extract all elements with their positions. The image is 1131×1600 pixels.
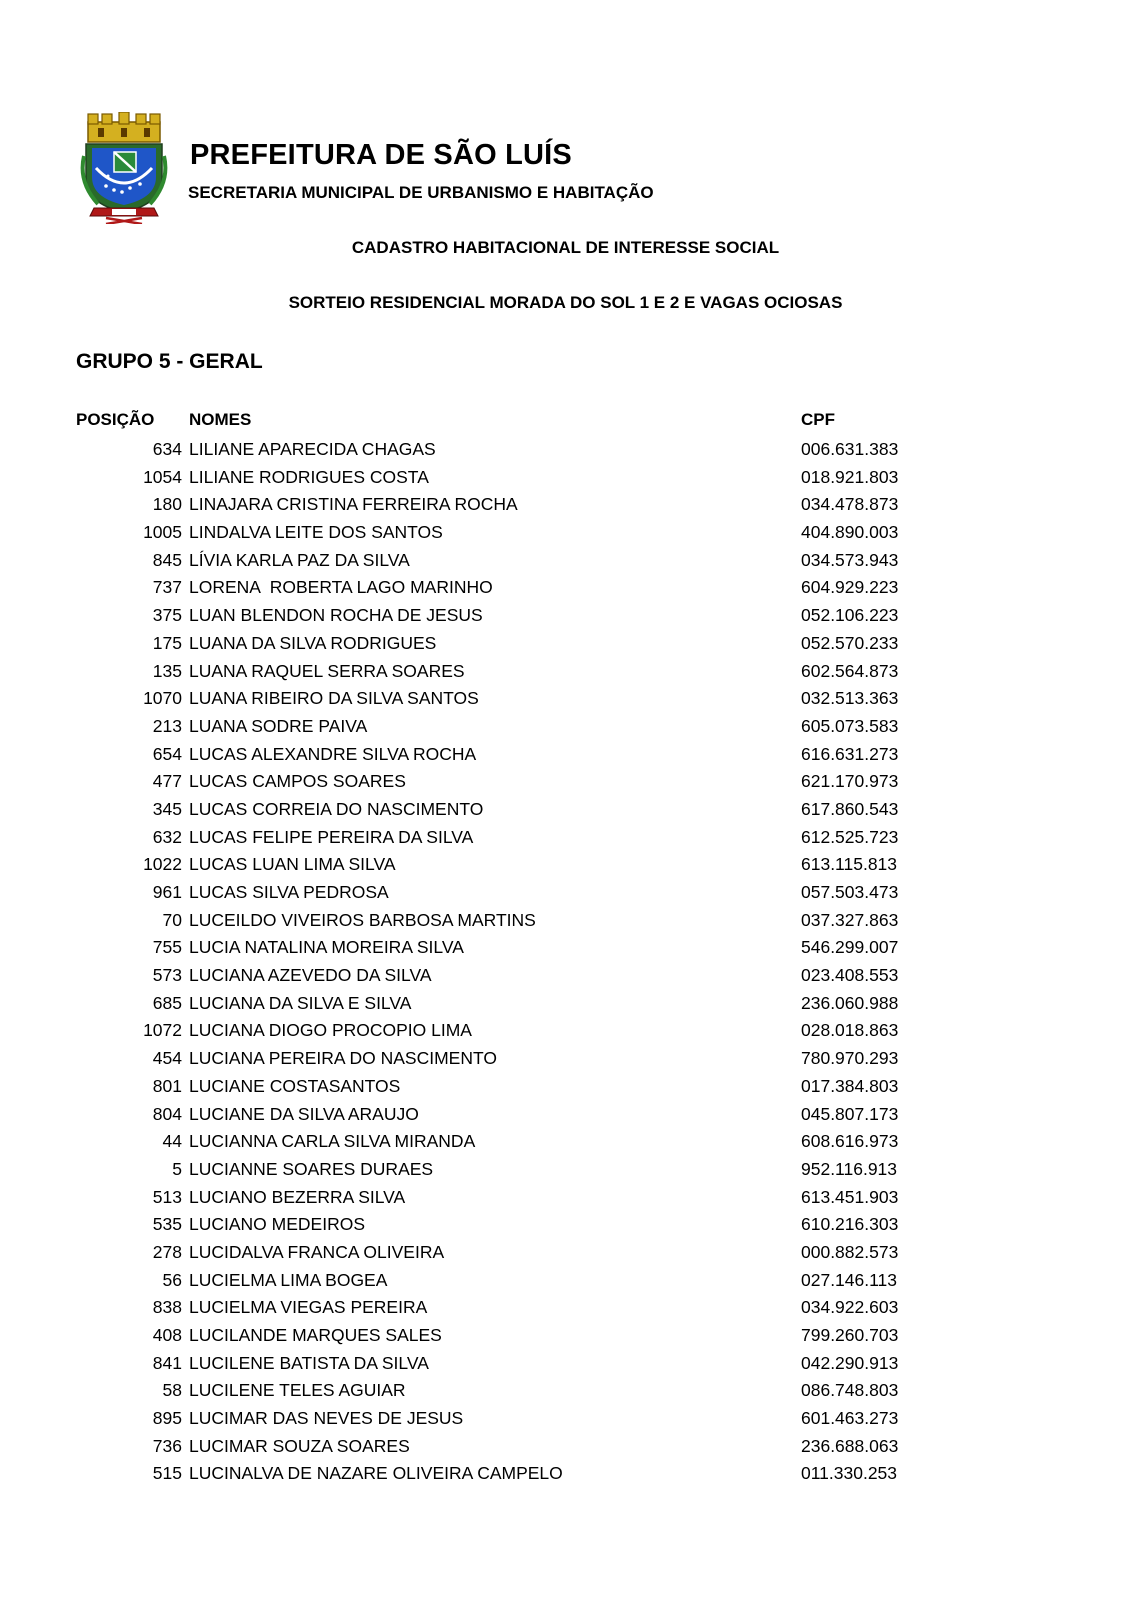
cell-position: 755 — [152, 937, 182, 958]
column-header-cpf: CPF — [801, 410, 835, 429]
table-body — [0, 436, 1131, 1488]
cell-position: 535 — [152, 1214, 182, 1235]
doc-title-lottery: SORTEIO RESIDENCIAL MORADA DO SOL 1 E 2 E VAGAS OCIOSAS — [288, 293, 843, 312]
column-header-name: NOMES — [189, 410, 252, 429]
cell-name: LUCIDALVA FRANCA OLIVEIRA — [189, 1241, 445, 1262]
cell-name: LUCAS FELIPE PEREIRA DA SILVA — [189, 826, 474, 847]
cell-name: LUCIANA DIOGO PROCOPIO LIMA — [189, 1020, 472, 1041]
cell-position: 573 — [152, 965, 182, 986]
cell-cpf: 086.748.803 — [801, 1380, 899, 1401]
cell-position: 737 — [152, 577, 182, 598]
cell-position: 685 — [152, 992, 182, 1013]
doc-title-registry: CADASTRO HABITACIONAL DE INTERESSE SOCIAL — [351, 238, 780, 257]
cell-position: 654 — [152, 743, 182, 764]
cell-position: 477 — [152, 771, 182, 792]
cell-position: 1005 — [143, 522, 182, 543]
cell-cpf: 018.921.803 — [801, 466, 899, 487]
cell-cpf: 023.408.553 — [801, 965, 899, 986]
cell-name: LUCIMAR DAS NEVES DE JESUS — [189, 1408, 464, 1429]
cell-name: LORENA ROBERTA LAGO MARINHO — [189, 577, 493, 598]
cell-position: 1022 — [143, 854, 182, 875]
cell-cpf: 017.384.803 — [801, 1075, 899, 1096]
table-row — [0, 851, 1131, 879]
cell-position: 454 — [152, 1048, 182, 1069]
table-row — [0, 907, 1131, 935]
cell-name: LUCIANE DA SILVA ARAUJO — [189, 1103, 419, 1124]
cell-position: 278 — [152, 1241, 182, 1262]
table-row — [0, 824, 1131, 852]
cell-cpf: 052.106.223 — [801, 605, 899, 626]
cell-name: LILIANE APARECIDA CHAGAS — [189, 439, 436, 459]
cell-cpf: 236.060.988 — [801, 992, 899, 1013]
cell-name: LUAN BLENDON ROCHA DE JESUS — [189, 605, 483, 626]
table-row — [0, 436, 1131, 464]
cell-cpf: 042.290.913 — [801, 1352, 899, 1373]
sao-luis-coat-of-arms-icon — [78, 112, 170, 224]
cell-name: LUCAS LUAN LIMA SILVA — [189, 854, 396, 875]
cell-cpf: 052.570.233 — [801, 632, 899, 653]
cell-cpf: 617.860.543 — [801, 798, 899, 819]
cell-name: LUCIELMA LIMA BOGEA — [189, 1269, 388, 1290]
table-row — [0, 1239, 1131, 1267]
cell-cpf: 236.688.063 — [801, 1435, 899, 1456]
cell-cpf: 613.115.813 — [801, 854, 898, 875]
table-row — [0, 1128, 1131, 1156]
cell-name: LILIANE RODRIGUES COSTA — [189, 466, 429, 487]
table-row — [0, 685, 1131, 713]
org-title: PREFEITURA DE SÃO LUÍS — [190, 139, 572, 171]
cell-cpf: 601.463.273 — [801, 1408, 899, 1429]
cell-cpf: 034.922.603 — [801, 1297, 899, 1318]
cell-name: LUCIANNA CARLA SILVA MIRANDA — [189, 1131, 476, 1152]
cell-position: 56 — [162, 1269, 182, 1290]
cell-cpf: 546.299.007 — [801, 937, 899, 958]
cell-name: LUCIANO BEZERRA SILVA — [189, 1186, 406, 1207]
org-subtitle: SECRETARIA MUNICIPAL DE URBANISMO E HABITAÇÃO — [188, 183, 654, 202]
cell-cpf: 799.260.703 — [801, 1325, 899, 1345]
cell-position: 58 — [162, 1380, 182, 1401]
table-row — [0, 630, 1131, 658]
cell-position: 1072 — [143, 1020, 182, 1041]
cell-name: LUCILANDE MARQUES SALES — [189, 1325, 442, 1345]
cell-name: LUCIMAR SOUZA SOARES — [189, 1435, 410, 1456]
cell-cpf: 604.929.223 — [801, 577, 899, 598]
cell-name: LUCIANA AZEVEDO DA SILVA — [189, 965, 432, 986]
table-row — [0, 1045, 1131, 1073]
table-row — [0, 934, 1131, 962]
cell-name: LUCEILDO VIVEIROS BARBOSA MARTINS — [189, 909, 536, 930]
cell-position: 961 — [152, 882, 182, 902]
table-row — [0, 1433, 1131, 1461]
table-row — [0, 1322, 1131, 1350]
cell-position: 375 — [152, 605, 182, 626]
table-row — [0, 1377, 1131, 1405]
cell-position: 5 — [172, 1158, 182, 1179]
cell-cpf: 037.327.863 — [801, 909, 899, 930]
cell-cpf: 404.890.003 — [801, 522, 899, 543]
table-row — [0, 464, 1131, 492]
cell-cpf: 034.478.873 — [801, 494, 899, 515]
cell-cpf: 952.116.913 — [801, 1158, 898, 1179]
cell-position: 736 — [152, 1435, 182, 1456]
table-row — [0, 1101, 1131, 1129]
cell-position: 70 — [162, 909, 182, 930]
cell-name: LUCIANA PEREIRA DO NASCIMENTO — [189, 1048, 497, 1069]
cell-position: 175 — [152, 632, 182, 653]
cell-position: 634 — [152, 439, 182, 459]
table-row — [0, 796, 1131, 824]
cell-name: LUCIA NATALINA MOREIRA SILVA — [189, 937, 464, 958]
cell-name: LUCAS SILVA PEDROSA — [189, 882, 389, 902]
cell-name: LUCILENE TELES AGUIAR — [189, 1380, 406, 1401]
group-title: GRUPO 5 - GERAL — [76, 350, 263, 373]
cell-name: LÍVIA KARLA PAZ DA SILVA — [189, 549, 410, 570]
cell-position: 1070 — [143, 688, 182, 709]
table-row — [0, 1294, 1131, 1322]
cell-name: LINDALVA LEITE DOS SANTOS — [189, 522, 443, 543]
cell-name: LUCIANA DA SILVA E SILVA — [189, 992, 412, 1013]
table-row — [0, 1073, 1131, 1101]
cell-position: 515 — [152, 1463, 182, 1484]
table-row — [0, 741, 1131, 769]
cell-position: 801 — [152, 1075, 182, 1096]
cell-cpf: 028.018.863 — [801, 1020, 899, 1041]
cell-position: 838 — [152, 1297, 182, 1318]
cell-cpf: 613.451.903 — [801, 1186, 899, 1207]
cell-cpf: 610.216.303 — [801, 1214, 899, 1235]
cell-name: LUCINALVA DE NAZARE OLIVEIRA CAMPELO — [189, 1463, 563, 1484]
table-row — [0, 1405, 1131, 1433]
cell-cpf: 000.882.573 — [801, 1241, 899, 1262]
table-header — [0, 410, 1131, 432]
cell-cpf: 608.616.973 — [801, 1131, 899, 1152]
cell-name: LUCIANO MEDEIROS — [189, 1214, 365, 1235]
table-row — [0, 1184, 1131, 1212]
table-row — [0, 1350, 1131, 1378]
cell-name: LUCIELMA VIEGAS PEREIRA — [189, 1297, 428, 1318]
table-row — [0, 1017, 1131, 1045]
table-row — [0, 574, 1131, 602]
cell-position: 408 — [152, 1325, 182, 1345]
cell-name: LUCIANNE SOARES DURAES — [189, 1158, 434, 1179]
table-row — [0, 519, 1131, 547]
cell-cpf: 605.073.583 — [801, 715, 899, 736]
cell-name: LINAJARA CRISTINA FERREIRA ROCHA — [189, 494, 518, 515]
table-row — [0, 1211, 1131, 1239]
cell-position: 180 — [152, 494, 182, 515]
table-row — [0, 1267, 1131, 1295]
table-row — [0, 1460, 1131, 1488]
cell-position: 632 — [152, 826, 182, 847]
table-row — [0, 768, 1131, 796]
table-row — [0, 602, 1131, 630]
table-row — [0, 491, 1131, 519]
cell-position: 135 — [152, 660, 182, 681]
table-row — [0, 547, 1131, 575]
table-row — [0, 1156, 1131, 1184]
cell-cpf: 612.525.723 — [801, 826, 899, 847]
cell-cpf: 011.330.253 — [801, 1463, 898, 1484]
cell-cpf: 616.631.273 — [801, 743, 899, 764]
cell-cpf: 045.807.173 — [801, 1103, 899, 1124]
cell-position: 841 — [152, 1352, 182, 1373]
cell-name: LUCILENE BATISTA DA SILVA — [189, 1352, 429, 1373]
cell-name: LUCIANE COSTASANTOS — [189, 1075, 401, 1096]
cell-cpf: 034.573.943 — [801, 549, 899, 570]
cell-name: LUANA RIBEIRO DA SILVA SANTOS — [189, 688, 479, 709]
cell-position: 345 — [152, 798, 182, 819]
cell-cpf: 780.970.293 — [801, 1048, 899, 1069]
cell-position: 804 — [152, 1103, 182, 1124]
cell-position: 213 — [152, 715, 182, 736]
column-header-position: POSIÇÃO — [76, 410, 155, 429]
cell-name: LUANA DA SILVA RODRIGUES — [189, 632, 437, 653]
cell-cpf: 006.631.383 — [801, 439, 899, 459]
cell-position: 845 — [152, 549, 182, 570]
table-row — [0, 713, 1131, 741]
cell-cpf: 621.170.973 — [801, 771, 899, 792]
cell-cpf: 027.146.113 — [801, 1269, 898, 1290]
cell-name: LUANA SODRE PAIVA — [189, 715, 368, 736]
table-row — [0, 962, 1131, 990]
cell-name: LUCAS CAMPOS SOARES — [189, 771, 406, 792]
cell-position: 1054 — [143, 466, 182, 487]
cell-name: LUCAS ALEXANDRE SILVA ROCHA — [189, 743, 477, 764]
cell-cpf: 602.564.873 — [801, 660, 899, 681]
cell-name: LUCAS CORREIA DO NASCIMENTO — [189, 798, 484, 819]
cell-cpf: 032.513.363 — [801, 688, 899, 709]
cell-cpf: 057.503.473 — [801, 882, 899, 902]
cell-name: LUANA RAQUEL SERRA SOARES — [189, 660, 465, 681]
table-row — [0, 990, 1131, 1018]
cell-position: 513 — [152, 1186, 182, 1207]
table-row — [0, 658, 1131, 686]
table-row — [0, 879, 1131, 907]
cell-position: 44 — [162, 1131, 182, 1152]
cell-position: 895 — [152, 1408, 182, 1429]
